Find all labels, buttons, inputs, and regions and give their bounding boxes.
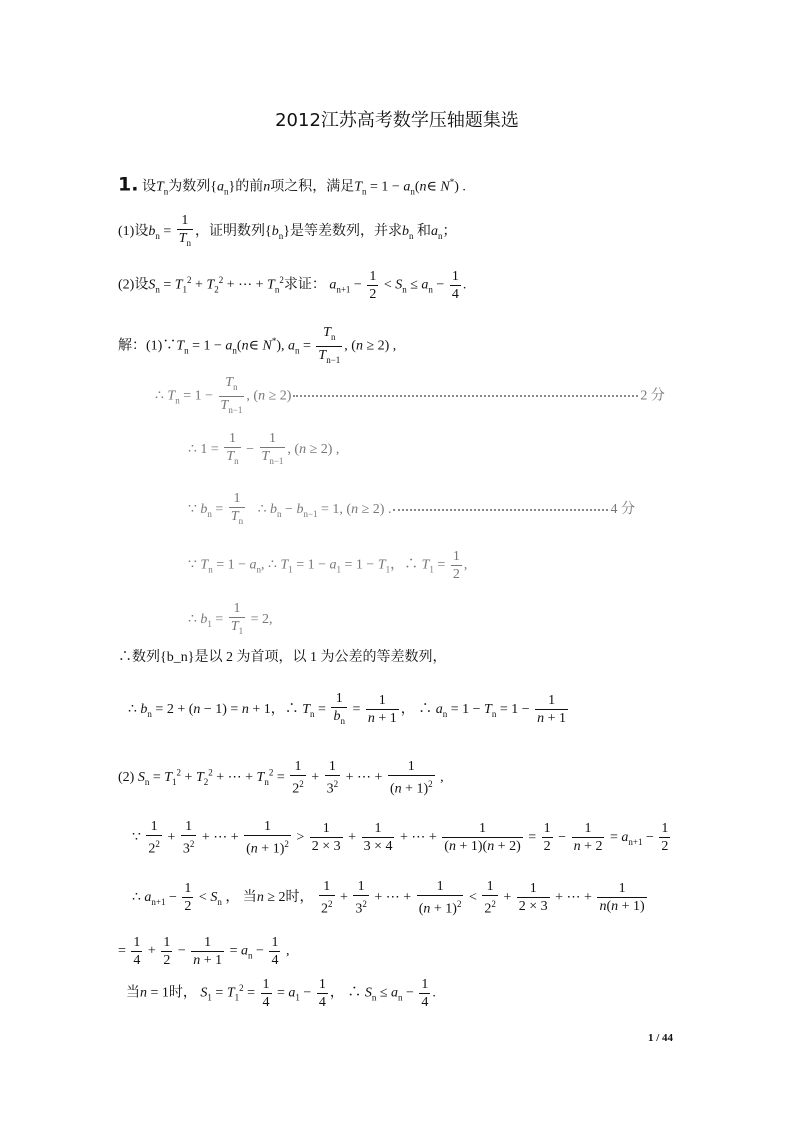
solution-line-5: ∵ $T_n = 1 - a_n$, ∴ $T_1 = 1 - a_1 = 1 - T_1$，∴ $T_1$ = $\frac{1}{2}$ , xyxy=(188,549,468,582)
solution-line-10: ∵ $\frac{1}{2^2}$ + $\frac{1}{3^2}$ + ⋯ + $\frac{1}{(n + 1)^2}$ > $\frac{1}{2 \times 3}$ + $\frac{1}{3 \times 4}$ + ⋯ + $\frac{1}{(n + 1)(n + 2)}$ = $\frac{1}{2}$ − $\frac{1}{n + 2}$ = $a_{n+1}$ − $\frac{1}{2}$ xyxy=(132,819,669,857)
solution-line-7: ∴数列{b_n}是以 2 为首项，以 1 为公差的等差数列， xyxy=(118,650,447,665)
solution-line-11: ∴ $a_{n+1}$ − $\frac{1}{2}$ < $S_n$ ， 当n ≥ 2时， $\frac{1}{2^2}$ + $\frac{1}{3^2}$ + ⋯ + $\frac{1}{(n + 1)^2}$ < $\frac{1}{2^2}$ + $\frac{1}{2 \times 3}$ + ⋯ + $\frac{1}{n(n + 1)}$ xyxy=(132,879,645,917)
page-title: 2012江苏高考数学压轴题集选 xyxy=(275,110,519,131)
page-number: 1 / 44 xyxy=(648,1032,674,1044)
solution-line-6: ∴ $b_1$ = $\frac{1}{T_1}$ = 2, xyxy=(188,600,273,640)
problem-number: 1. xyxy=(118,173,139,196)
solution-line-3: ∴ 1 = $\frac{1}{T_n}$ − $\frac{1}{T_{n-1}}$ , (n ≥ 2) , xyxy=(188,430,339,470)
solution-line-13: 当n = 1时， $S_1 = T_1^2$ = $\frac{1}{4}$ = $a_1$ − $\frac{1}{4}$ ， ∴ $S_n \le a_n$ − $\frac{1}{4}$ . xyxy=(126,977,436,1010)
solution-line-2: ∴ $T_n = 1$ − $\frac{T_n}{T_{n-1}}$ , (n ≥ 2) 2 分 xyxy=(155,374,665,419)
part-2: (2)设$S_n = T_1^2 + T_2^2$ + ⋯ + $T_n^2$求证： $a_{n+1}$ − $\frac{1}{2}$ < $S_n \le a_n$ − $\frac{1}{4}$ . xyxy=(118,269,467,302)
solution-line-9: (2) $S_n = T_1^2 + T_2^2$ + ⋯ + $T_n^2$ = $\frac{1}{2^2}$ + $\frac{1}{3^2}$ + ⋯ + $\frac{1}{(n + 1)^2}$ , xyxy=(118,759,444,797)
solution-line-4: ∵ $b_n$ = $\frac{1}{T_n}$ ∴ $b_n - b_{n-1} = 1$, (n ≥ 2) . 4 分 xyxy=(188,490,635,530)
points-2: 2 分 xyxy=(640,388,665,404)
part-1: (1)设$b_n$ = $\frac{1}{T_n}$ ，证明数列$\{b_n\}$是等差数列，并求$b_n$ 和$a_n$； xyxy=(118,212,457,252)
solution-line-8: ∴ $b_n = 2 + (n - 1) = n + 1$，∴ $T_n$ = $\frac{1}{b_n}$ = $\frac{1}{n + 1}$ ， ∴ $a_n = 1 - T_n = 1$ − $\frac{1}{n + 1}$ xyxy=(128,690,570,730)
solution-line-12: = $\frac{1}{4}$ + $\frac{1}{2}$ − $\frac{1}{n + 1}$ = $a_n$ − $\frac{1}{4}$ , xyxy=(118,935,290,968)
problem-statement: 1. 设$T_n$为数列$\{a_n\}$的前n项之积，满足$T_n = 1$ − $a_n(n\in$ N*) . xyxy=(118,173,466,197)
solution-label: 解： xyxy=(118,338,146,354)
points-4: 4 分 xyxy=(610,502,635,518)
solution-line-1: 解：$(1)\because T_n = 1$ − $a_n(n\in$ N*), $a_n$ = $\frac{T_n}{T_{n-1}}$ , (n ≥ 2) , xyxy=(118,324,396,369)
